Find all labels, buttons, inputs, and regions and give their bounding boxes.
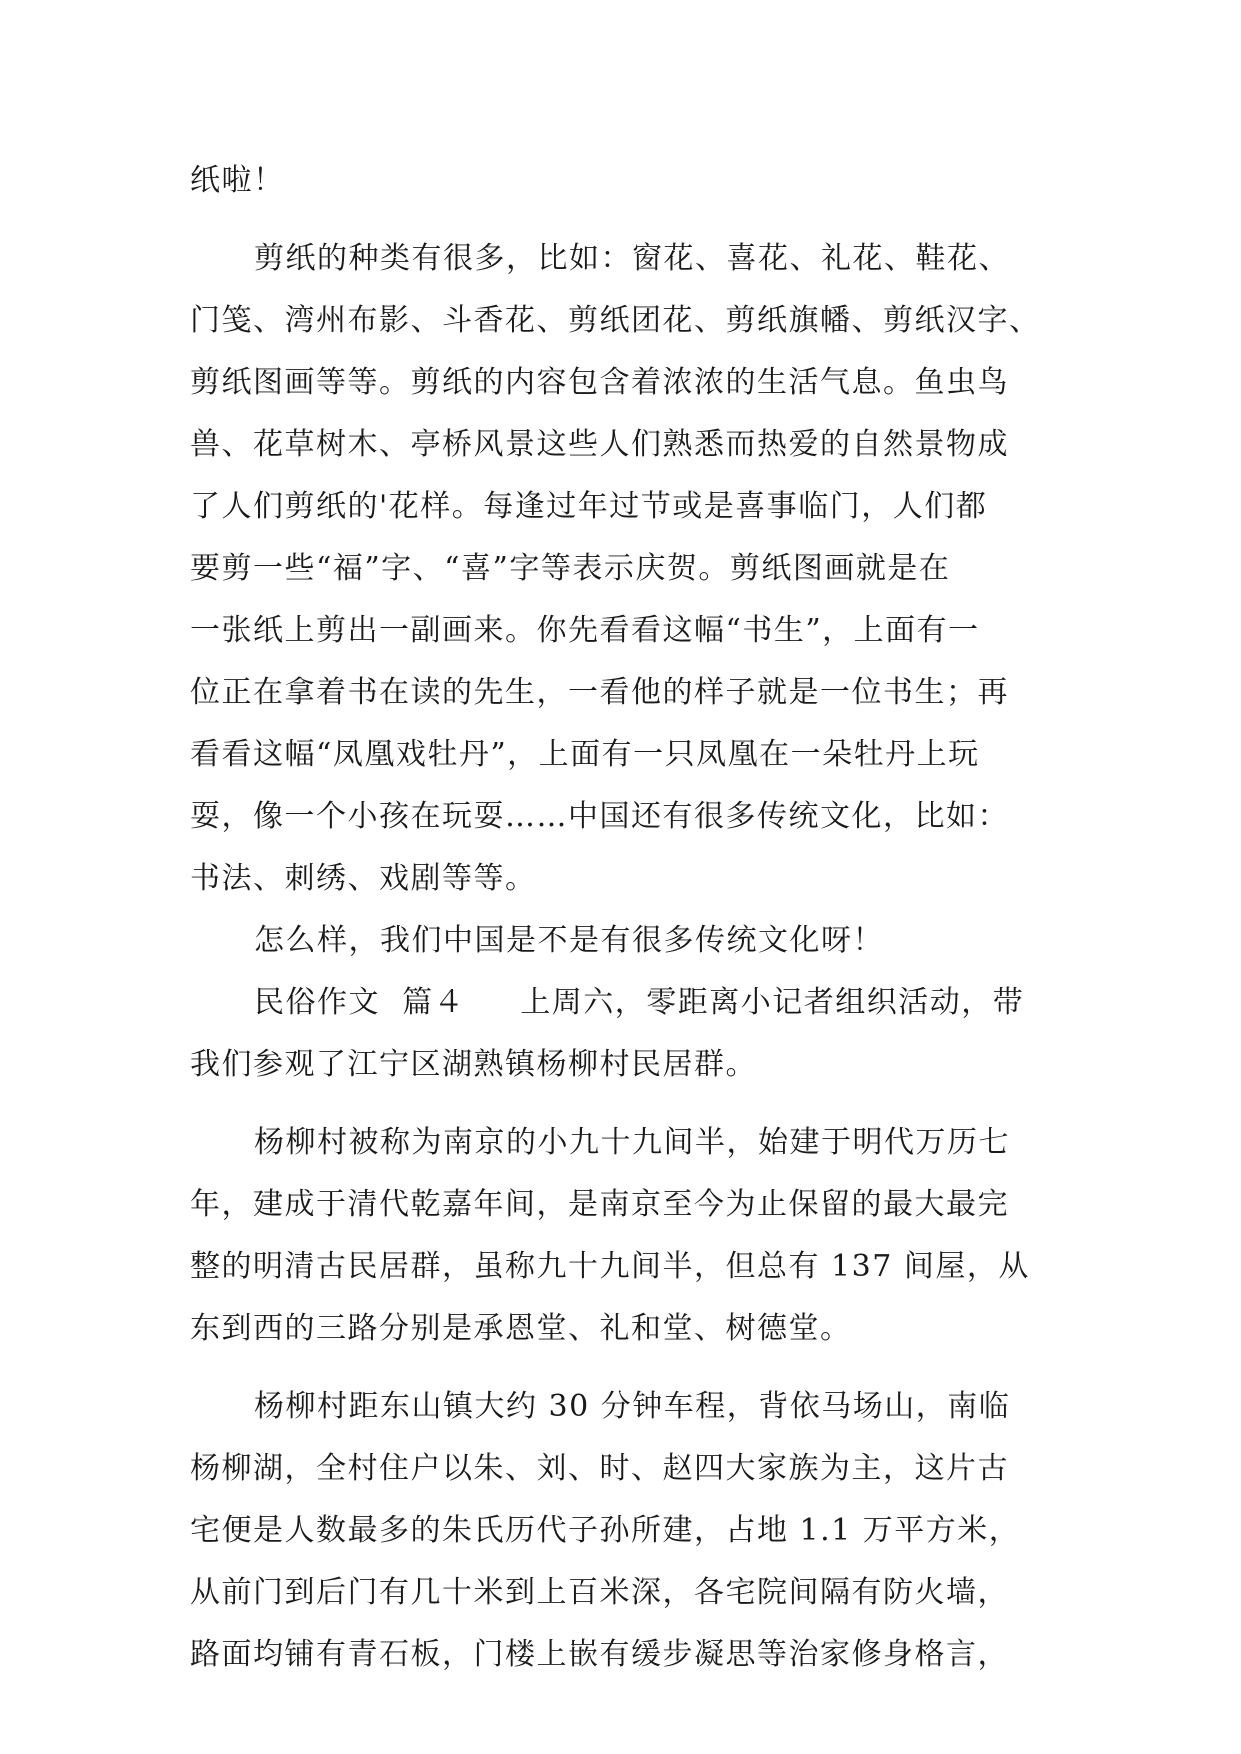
text-line: 剪纸图画等等。剪纸的内容包含着浓浓的生活气息。鱼虫鸟	[190, 365, 1009, 400]
text-line: 宅便是人数最多的朱氏历代子孙所建，占地 1.1 万平方米，	[190, 1513, 1021, 1548]
text-line: 纸啦！	[190, 163, 285, 198]
text-line: 兽、花草树木、亭桥风景这些人们熟悉而热爱的自然景物成	[190, 427, 1009, 462]
text-line: 位正在拿着书在读的先生，一看他的样子就是一位书生；再	[190, 675, 1009, 710]
text-line: 书法、刺绣、戏剧等等。	[190, 861, 537, 896]
text-line: 杨柳村被称为南京的小九十九间半，始建于明代万历七	[254, 1125, 1010, 1160]
text-line: 要剪一些“福”字、“喜”字等表示庆贺。剪纸图画就是在	[190, 551, 951, 586]
paragraph-essay-4-intro	[190, 972, 1070, 1096]
paragraph-conclusion	[190, 910, 1070, 972]
text-line: 一张纸上剪出一副画来。你先看看这幅“书生”，上面有一	[190, 613, 980, 648]
text-line: 耍，像一个小孩在玩耍……中国还有很多传统文化，比如：	[190, 799, 1009, 834]
paragraph-yangliu-location	[190, 1376, 1070, 1686]
text-line: 从前门到后门有几十米到上百米深，各宅院间隔有防火墙，	[190, 1575, 1009, 1610]
text-line: 看看这幅“凤凰戏牡丹”，上面有一只凤凰在一朵牡丹上玩	[190, 737, 980, 772]
text-line: 门笺、湾州布影、斗香花、剪纸团花、剪纸旗幡、剪纸汉字、	[190, 303, 1041, 338]
text-line: 怎么样，我们中国是不是有很多传统文化呀！	[254, 923, 884, 958]
text-line: 剪纸的种类有很多，比如：窗花、喜花、礼花、鞋花、	[254, 241, 1010, 276]
text-line: 年，建成于清代乾嘉年间，是南京至今为止保留的最大最完	[190, 1187, 1009, 1222]
paragraph-papercut-types	[190, 228, 1070, 910]
text-line: 了人们剪纸的'花样。每逢过年过节或是喜事临门，人们都	[190, 489, 988, 524]
document-body	[190, 150, 1070, 1686]
text-line: 杨柳湖，全村住户以朱、刘、时、赵四大家族为主，这片古	[190, 1451, 1009, 1486]
text-line: 杨柳村距东山镇大约 30 分钟车程，背依马场山，南临	[254, 1389, 1011, 1424]
text-line: 整的明清古民居群，虽称九十九间半，但总有 137 间屋，从	[190, 1249, 1030, 1284]
essay-heading-line: 民俗作文 篇４ 上周六，零距离小记者组织活动，带	[254, 985, 1025, 1020]
text-line: 我们参观了江宁区湖熟镇杨柳村民居群。	[190, 1047, 757, 1082]
text-line: 东到西的三路分别是承恩堂、礼和堂、树德堂。	[190, 1311, 852, 1346]
paragraph-continuation	[190, 150, 1070, 212]
paragraph-yangliu-history	[190, 1112, 1070, 1360]
text-line: 路面均铺有青石板，门楼上嵌有缓步凝思等治家修身格言，	[190, 1637, 1009, 1672]
